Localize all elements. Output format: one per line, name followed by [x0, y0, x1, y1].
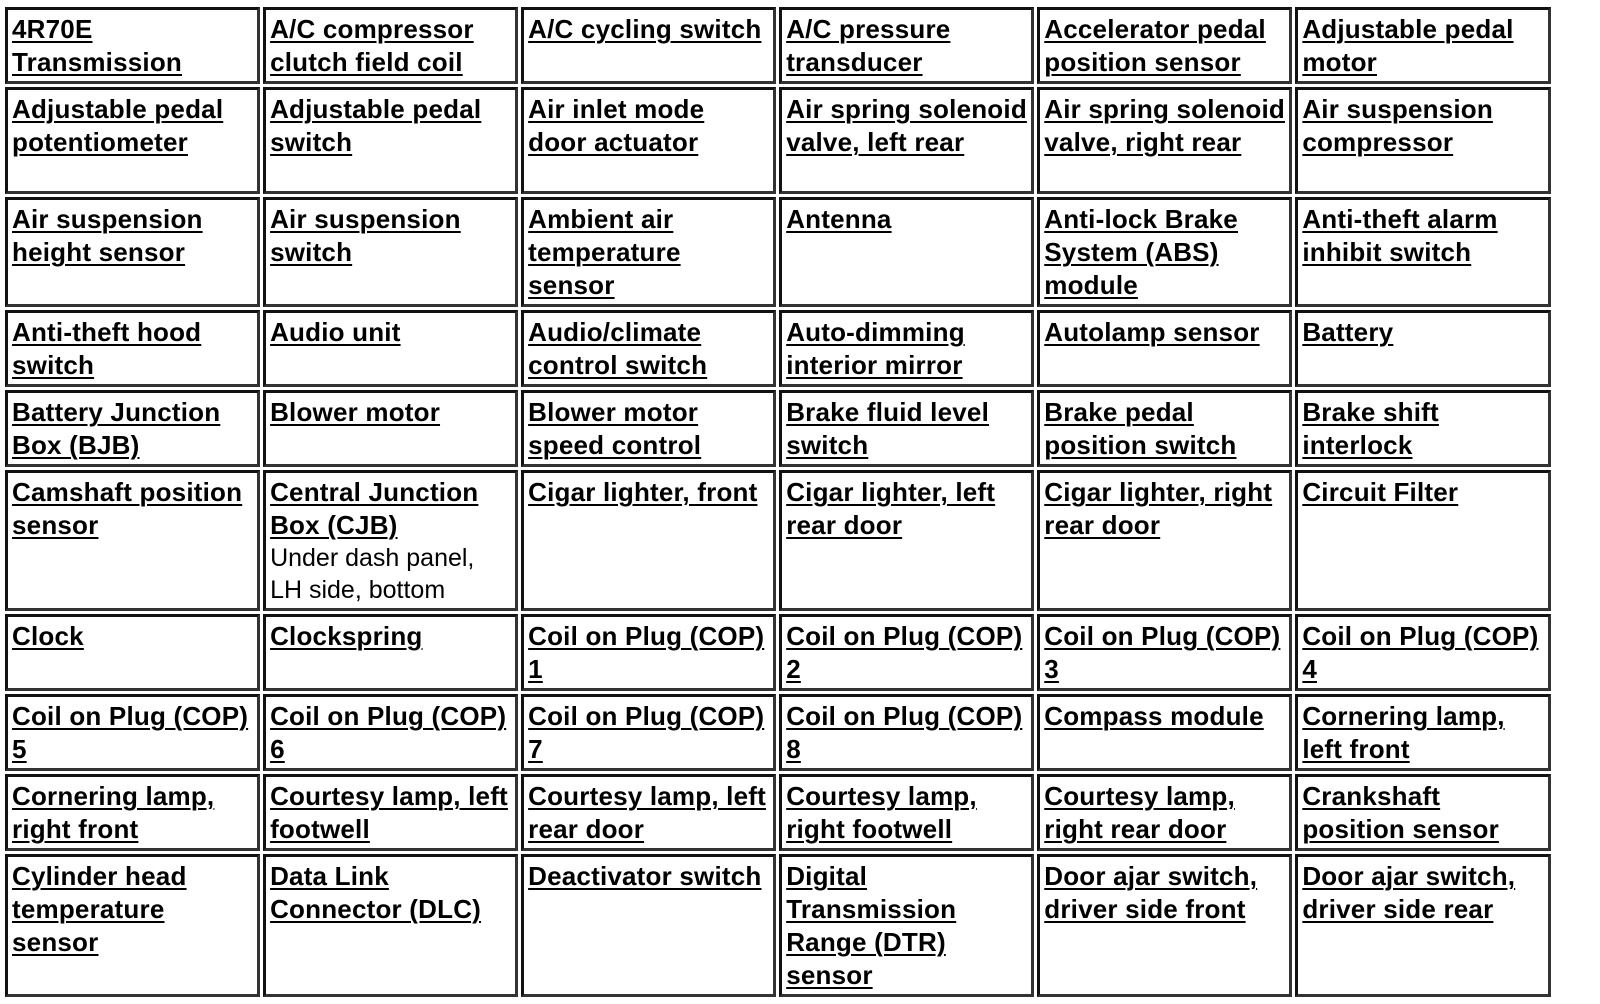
component-link[interactable]: Auto-dimming interior mirror [786, 317, 965, 380]
component-link[interactable]: Coil on Plug (COP) 6 [270, 701, 507, 764]
table-cell [263, 614, 518, 691]
component-link[interactable]: Air spring solenoid valve, right rear [1044, 94, 1285, 157]
table-cell [5, 390, 260, 467]
table-cell [263, 854, 518, 997]
table-cell [779, 694, 1034, 771]
table-cell [1037, 390, 1292, 467]
component-link[interactable]: Brake shift interlock [1302, 397, 1439, 460]
table-cell [521, 87, 776, 194]
table-cell [521, 614, 776, 691]
table-cell [1037, 87, 1292, 194]
table-cell [263, 197, 518, 307]
location-note: Under dash panel, LH side, bottom [270, 544, 475, 604]
component-link[interactable]: 4R70E Transmission [12, 14, 183, 77]
component-link[interactable]: Autolamp sensor [1044, 317, 1260, 347]
table-cell [1295, 774, 1551, 851]
component-table [2, 4, 1554, 1000]
component-link[interactable]: Anti-theft hood switch [12, 317, 202, 380]
component-link[interactable]: Cigar lighter, left rear door [786, 477, 996, 540]
table-cell [5, 854, 260, 997]
table-row [5, 310, 1551, 387]
table-row [5, 614, 1551, 691]
component-link[interactable]: Cigar lighter, right rear door [1044, 477, 1273, 540]
component-link[interactable]: Adjustable pedal motor [1302, 14, 1514, 77]
component-link[interactable]: Coil on Plug (COP) 8 [786, 701, 1023, 764]
component-link[interactable]: Coil on Plug (COP) 5 [12, 701, 249, 764]
component-link[interactable]: Crankshaft position sensor [1302, 781, 1499, 844]
table-cell [5, 87, 260, 194]
table-cell [779, 197, 1034, 307]
table-cell [779, 87, 1034, 194]
component-link[interactable]: A/C cycling switch [528, 14, 762, 44]
component-link[interactable]: Anti-lock Brake System (ABS) module [1044, 204, 1238, 300]
component-link[interactable]: Air spring solenoid valve, left rear [786, 94, 1027, 157]
table-cell [1295, 310, 1551, 387]
component-link[interactable]: Cylinder head temperature sensor [12, 861, 187, 957]
table-cell [263, 774, 518, 851]
table-cell [5, 310, 260, 387]
component-link[interactable]: Brake pedal position switch [1044, 397, 1237, 460]
table-cell [1295, 854, 1551, 997]
table-cell [779, 470, 1034, 611]
table-cell [779, 854, 1034, 997]
table-cell [263, 87, 518, 194]
component-link[interactable]: A/C compressor clutch field coil [270, 14, 474, 77]
component-link[interactable]: Digital Transmission Range (DTR) sensor [786, 861, 957, 990]
component-link[interactable]: Courtesy lamp, right footwell [786, 781, 977, 844]
component-link[interactable]: Data Link Connector (DLC) [270, 861, 482, 924]
table-cell [779, 310, 1034, 387]
component-link[interactable]: Deactivator switch [528, 861, 762, 891]
table-row [5, 470, 1551, 611]
table-cell [263, 390, 518, 467]
table-cell [779, 7, 1034, 84]
component-link[interactable]: Cornering lamp, left front [1302, 701, 1505, 764]
table-row [5, 854, 1551, 997]
table-cell [1295, 7, 1551, 84]
component-link[interactable]: Anti-theft alarm inhibit switch [1302, 204, 1498, 267]
table-cell [1037, 694, 1292, 771]
table-cell [521, 774, 776, 851]
table-cell [263, 694, 518, 771]
table-cell [521, 854, 776, 997]
table-cell [521, 7, 776, 84]
table-cell [1037, 7, 1292, 84]
component-link[interactable]: Coil on Plug (COP) 3 [1044, 621, 1281, 684]
component-link[interactable]: Coil on Plug (COP) 4 [1302, 621, 1539, 684]
component-link[interactable]: Brake fluid level switch [786, 397, 990, 460]
component-link[interactable]: Audio unit [270, 317, 401, 347]
table-cell [263, 7, 518, 84]
table-cell [5, 614, 260, 691]
component-link[interactable]: Camshaft position sensor [12, 477, 243, 540]
table-cell [5, 774, 260, 851]
table-cell [779, 774, 1034, 851]
table-cell [779, 390, 1034, 467]
component-link[interactable]: Audio/climate control switch [528, 317, 708, 380]
component-link[interactable]: Cornering lamp, right front [12, 781, 215, 844]
component-link[interactable]: Door ajar switch, driver side front [1044, 861, 1258, 924]
component-link[interactable]: Air inlet mode door actuator [528, 94, 705, 157]
table-cell [1295, 614, 1551, 691]
table-cell [779, 614, 1034, 691]
table-cell [1037, 614, 1292, 691]
component-index [2, 4, 1554, 990]
component-table-body [5, 7, 1551, 997]
table-cell [1295, 470, 1551, 611]
component-link[interactable]: Adjustable pedal switch [270, 94, 482, 157]
table-row [5, 694, 1551, 771]
table-cell [1295, 197, 1551, 307]
table-cell [1037, 197, 1292, 307]
component-link[interactable]: Circuit Filter [1302, 477, 1459, 507]
component-link[interactable]: Coil on Plug (COP) 1 [528, 621, 765, 684]
table-cell [263, 310, 518, 387]
table-cell [521, 197, 776, 307]
table-cell [1037, 854, 1292, 997]
table-cell [1295, 694, 1551, 771]
component-link[interactable]: Blower motor [270, 397, 441, 427]
table-row [5, 87, 1551, 194]
component-link[interactable]: Battery Junction Box (BJB) [12, 397, 221, 460]
component-link[interactable]: Air suspension compressor [1302, 94, 1493, 157]
table-row [5, 774, 1551, 851]
table-cell [521, 694, 776, 771]
table-cell [1037, 470, 1292, 611]
component-link[interactable]: Courtesy lamp, left rear door [528, 781, 766, 844]
table-cell [5, 470, 260, 611]
component-link[interactable]: Antenna [786, 204, 892, 234]
table-cell [521, 310, 776, 387]
component-link[interactable]: Air suspension switch [270, 204, 461, 267]
component-link[interactable]: A/C pressure transducer [786, 14, 951, 77]
component-link[interactable]: Coil on Plug (COP) 7 [528, 701, 765, 764]
table-cell [5, 7, 260, 84]
component-link[interactable]: Accelerator pedal position sensor [1044, 14, 1266, 77]
component-link[interactable]: Clock [12, 621, 84, 651]
component-link[interactable]: Blower motor speed control [528, 397, 702, 460]
component-link[interactable]: Cigar lighter, front [528, 477, 758, 507]
component-link[interactable]: Battery [1302, 317, 1394, 347]
table-row [5, 197, 1551, 307]
component-link[interactable]: Ambient air temperature sensor [528, 204, 681, 300]
component-link[interactable]: Coil on Plug (COP) 2 [786, 621, 1023, 684]
table-cell [263, 470, 518, 611]
component-link[interactable]: Clockspring [270, 621, 423, 651]
table-cell [5, 197, 260, 307]
table-cell [521, 470, 776, 611]
table-cell [1295, 87, 1551, 194]
component-link[interactable]: Door ajar switch, driver side rear [1302, 861, 1516, 924]
table-cell [1295, 390, 1551, 467]
component-link[interactable]: Compass module [1044, 701, 1264, 731]
table-cell [521, 390, 776, 467]
component-link[interactable]: Courtesy lamp, left footwell [270, 781, 508, 844]
component-link[interactable]: Adjustable pedal potentiometer [12, 94, 224, 157]
component-link[interactable]: Courtesy lamp, right rear door [1044, 781, 1235, 844]
table-cell [5, 694, 260, 771]
table-cell [1037, 310, 1292, 387]
table-cell [1037, 774, 1292, 851]
component-link[interactable]: Air suspension height sensor [12, 204, 203, 267]
table-row [5, 7, 1551, 84]
component-link[interactable]: Central Junction Box (CJB) [270, 477, 479, 540]
table-row [5, 390, 1551, 467]
